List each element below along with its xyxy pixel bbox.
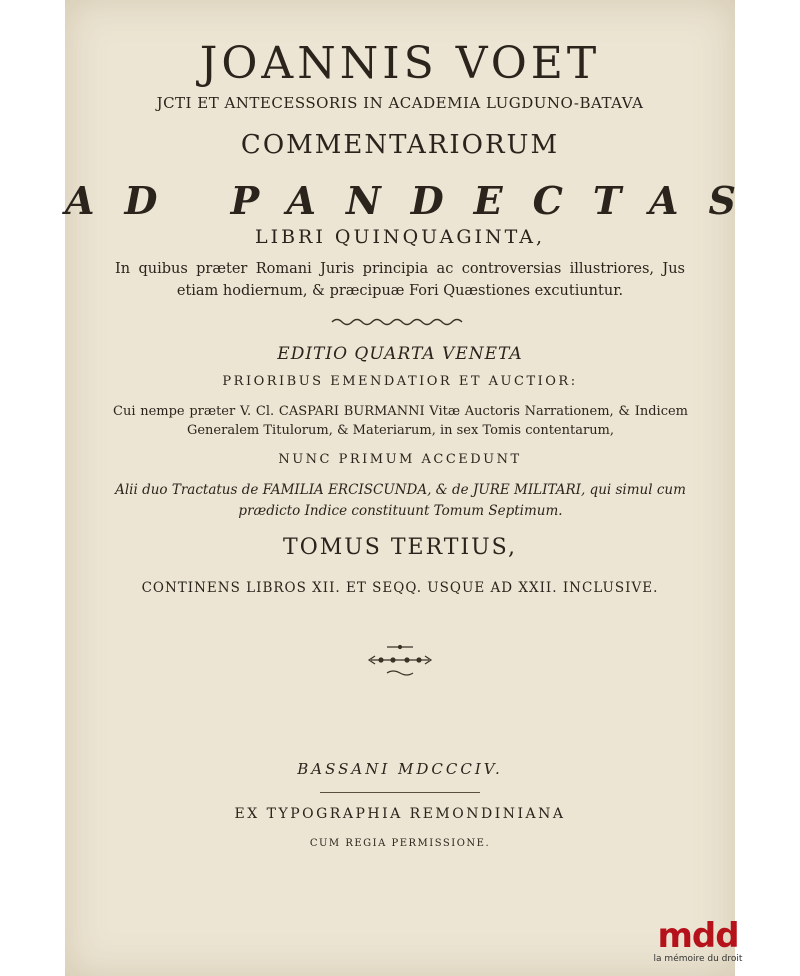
volume-title: TOMUS TERTIUS, [283,535,517,560]
edition-note: PRIORIBUS EMENDATIOR ET AUCTIOR: [222,374,578,389]
permission-note: CUM REGIA PERMISSIONE. [309,838,491,849]
nunc-accedunt: NUNC PRIMUM ACCEDUNT [278,452,522,467]
title-line-1: COMMENTARIORUM [240,130,560,160]
watermark-logo [648,918,748,976]
additional-treatises: Alii duo Tractatus de FAMILIA ERCISCUNDA, & de JURE MILITARI, qui simul cum prædicto Indice constituunt Tomum Septimum. [115,482,686,519]
divider-rule [320,792,480,793]
logo-mark: mdd [657,916,739,956]
place-and-date: BASSANI MDCCCIV. [297,760,503,778]
title-line-2: AD PANDECTAS [65,178,766,223]
description: In quibus præter Romani Juris principia ac controversias illustriores, Jus etiam hodiernum, & præcipuæ Fori Quæstiones excutiuntur. [115,261,685,299]
title-line-3: LIBRI QUINQUAGINTA, [254,226,546,248]
logo-tagline: la mémoire du droit [653,954,743,964]
wave-ornament [65,317,735,327]
edition-title: EDITIO QUARTA VENETA [277,344,523,364]
author-name: JOANNIS VOET [199,38,601,89]
vignette-ornament [65,642,735,678]
printer: EX TYPOGRAPHIA REMONDINIANA [234,806,566,822]
author-subtitle: JCTI ET ANTECESSORIS IN ACADEMIA LUGDUNO-BATAVA [156,94,644,112]
title-page [65,0,766,976]
burman-note: Cui nempe præter V. Cl. CASPARI BURMANNI Vitæ Auctoris Narrationem, & Indicem Generalem Titulorum, & Materiarum, in sex Tomis contentarum, [113,404,688,438]
volume-contents: CONTINENS LIBROS XII. ET SEQQ. USQUE AD XXII. INCLUSIVE. [141,580,659,596]
